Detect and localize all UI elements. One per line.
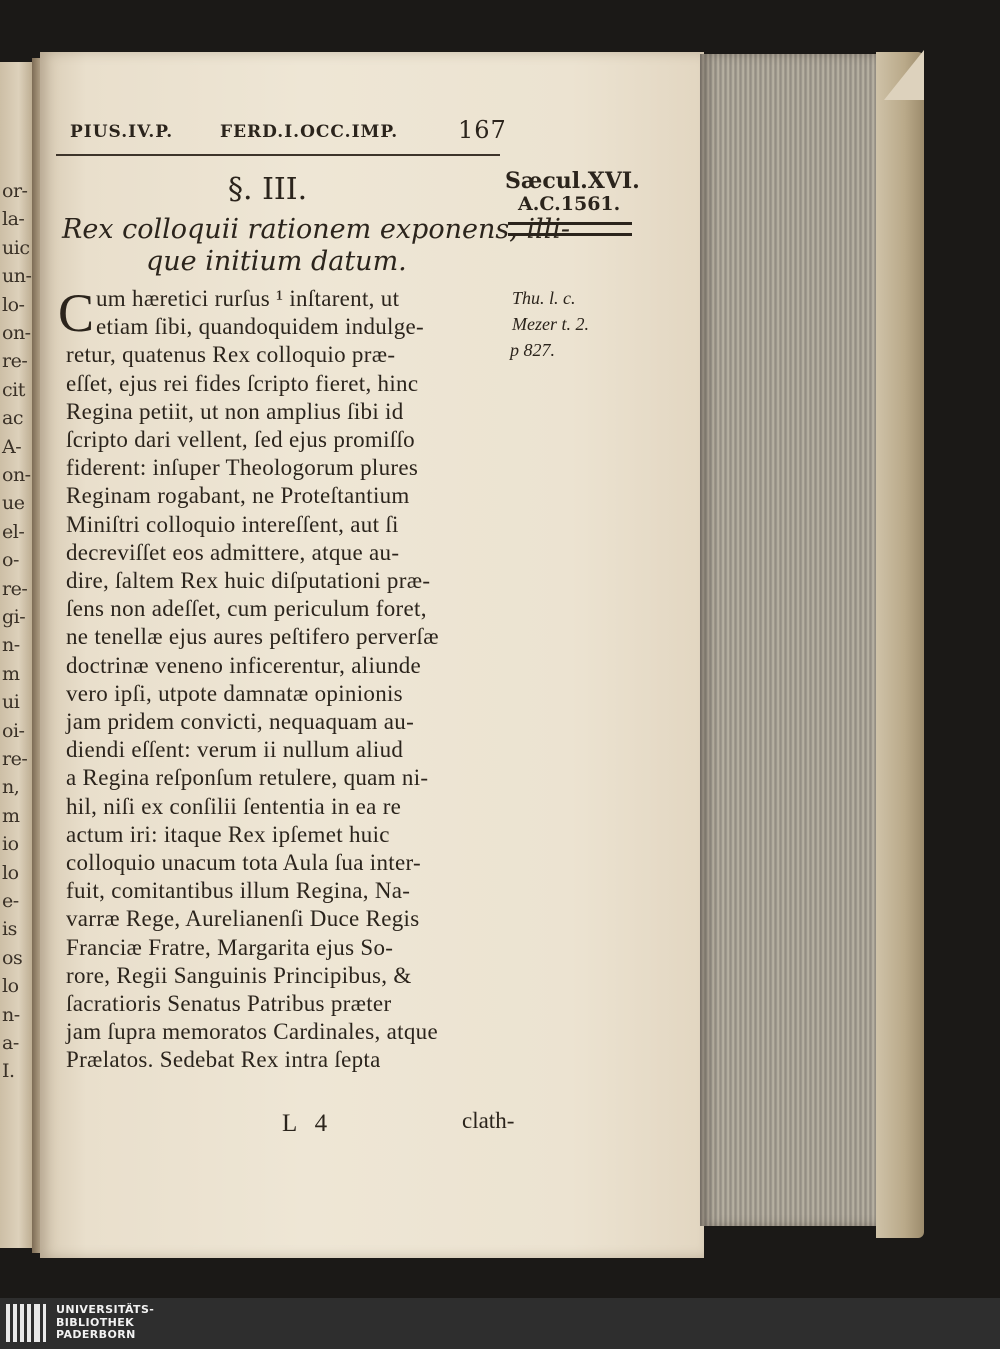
previous-page-fragment: os: [2, 946, 23, 969]
body-line: jam pridem convicti, nequaquam au-: [66, 709, 415, 734]
previous-page-fragment: el-: [2, 520, 25, 543]
book-cover-board: [876, 52, 924, 1238]
running-head: [70, 116, 510, 158]
previous-page-fragment: io: [2, 833, 19, 856]
previous-page-fragment: uic: [2, 236, 30, 259]
previous-page-fragment: re-: [2, 577, 28, 600]
previous-page-fragment: I.: [2, 1060, 15, 1083]
previous-page-fragment: e-: [2, 890, 19, 912]
body-line: Regina petiit, ut non amplius ſibi id: [66, 398, 404, 424]
library-name: [56, 1304, 154, 1342]
body-line: Prælatos. Sedebat Rex intra ſepta: [66, 1047, 381, 1073]
drop-cap: C: [58, 283, 95, 343]
previous-page-fragment: m: [2, 662, 20, 685]
page-number: 167: [458, 116, 507, 144]
library-name-line: UNIVERSITÄTS-: [56, 1303, 155, 1316]
running-head-pope: PIUS.IV.P.: [70, 122, 174, 142]
body-line: retur, quatenus Rex colloquio præ-: [66, 342, 396, 368]
body-line: rore, Regii Sanguinis Principibus, &: [66, 962, 412, 988]
previous-page-fragment: n-: [2, 634, 20, 657]
catchword: clath-: [462, 1108, 515, 1133]
margin-note: Mezer t. 2.: [512, 314, 589, 334]
previous-page-edge: [0, 62, 34, 1248]
body-line: doctrinæ veneno inficerentur, aliunde: [66, 652, 422, 678]
section-title-line: Rex colloquii rationem exponens, illi-: [62, 214, 571, 245]
previous-page-fragment: lo-: [2, 293, 25, 316]
previous-page-fragment: re-: [2, 350, 28, 373]
previous-page-fragment: m: [2, 804, 20, 827]
head-rule: [56, 154, 500, 156]
page-fore-edge: [700, 54, 884, 1226]
library-name-line: PADERBORN: [56, 1328, 136, 1341]
running-head-emperor: FERD.I.OCC.IMP.: [220, 122, 399, 142]
section-mark: §. III.: [228, 172, 308, 207]
margin-saeculum: Sæcul.XVI.: [505, 168, 640, 194]
library-footer: [0, 1298, 1000, 1349]
previous-page-fragment: re-: [2, 748, 28, 770]
previous-page-fragment: a-: [2, 1032, 19, 1054]
previous-page-fragment: oi-: [2, 719, 25, 742]
previous-page-fragment: on-: [2, 322, 31, 344]
body-line: colloquio unacum tota Aula ſua inter-: [66, 850, 421, 875]
body-line: jam ſupra memoratos Cardinales, atque: [66, 1019, 438, 1045]
body-line: ne tenellæ ejus aures peſtifero perverſæ: [66, 624, 439, 650]
previous-page-fragment: or-: [2, 180, 28, 202]
signature-mark: L 4: [282, 1110, 334, 1137]
body-line: hil, niſi ex conſilii ſententia in ea re: [66, 793, 402, 819]
previous-page-fragment: cit: [2, 378, 25, 401]
body-line: Miniſtri colloquio intereſſent, aut ſi: [66, 511, 399, 537]
previous-page-fragment: la-: [2, 208, 25, 231]
margin-anno: A.C.1561.: [518, 193, 621, 215]
body-line: fuit, comitantibus illum Regina, Na-: [66, 878, 411, 904]
body-line: a Regina reſponſum retulere, quam ni-: [66, 765, 429, 791]
previous-page-fragment: is: [2, 918, 17, 941]
body-line: actum iri: itaque Rex ipſemet huic: [66, 821, 390, 847]
body-line: Reginam rogabant, ne Proteſtantium: [66, 483, 410, 509]
previous-page-fragment: n-: [2, 1003, 20, 1026]
previous-page-fragment: o-: [2, 549, 19, 572]
previous-page-fragment: lo: [2, 975, 19, 998]
previous-page-fragment: ac: [2, 407, 23, 430]
body-line: eſſet, ejus rei fides ſcripto fieret, hinc: [66, 370, 419, 396]
body-line: ſacratioris Senatus Patribus præter: [66, 991, 392, 1016]
body-line: fiderent: inſuper Theologorum plures: [66, 455, 419, 481]
previous-page-fragment: lo: [2, 861, 19, 884]
previous-page-fragment: un-: [2, 265, 32, 288]
body-line: varræ Rege, Aurelianenſi Duce Regis: [66, 906, 420, 932]
previous-page-fragment: on-: [2, 464, 31, 486]
previous-page-fragment: A-: [2, 435, 22, 458]
body-line: diendi eſſent: verum ii nullum aliud: [66, 737, 404, 763]
previous-page-fragment: gi-: [2, 606, 26, 628]
library-name-line: BIBLIOTHEK: [56, 1315, 135, 1329]
previous-page-fragment: n,: [2, 776, 20, 799]
body-line: vero ipſi, utpote damnatæ opinionis: [66, 680, 403, 706]
previous-page-fragment: ui: [2, 691, 20, 714]
body-line: Franciæ Fratre, Margarita ejus So-: [66, 934, 394, 960]
body-line: ſcripto dari vellent, ſed ejus promiſſo: [66, 427, 415, 452]
body-line: etiam ſibi, quandoquidem indulge-: [96, 314, 425, 340]
section-title-line: que initium datum.: [146, 246, 407, 277]
previous-page-fragment: ue: [2, 492, 25, 515]
margin-note: Thu. l. c.: [512, 288, 576, 308]
body-line: um hæretici rurſus ¹ inſtarent, ut: [96, 286, 400, 311]
body-line: ſens non adeſſet, cum periculum foret,: [66, 596, 427, 622]
body-line: decreviſſet eos admittere, atque au-: [66, 539, 400, 565]
margin-note: p 827.: [510, 340, 555, 360]
body-line: dire, ſaltem Rex huic diſputationi præ-: [66, 568, 431, 593]
